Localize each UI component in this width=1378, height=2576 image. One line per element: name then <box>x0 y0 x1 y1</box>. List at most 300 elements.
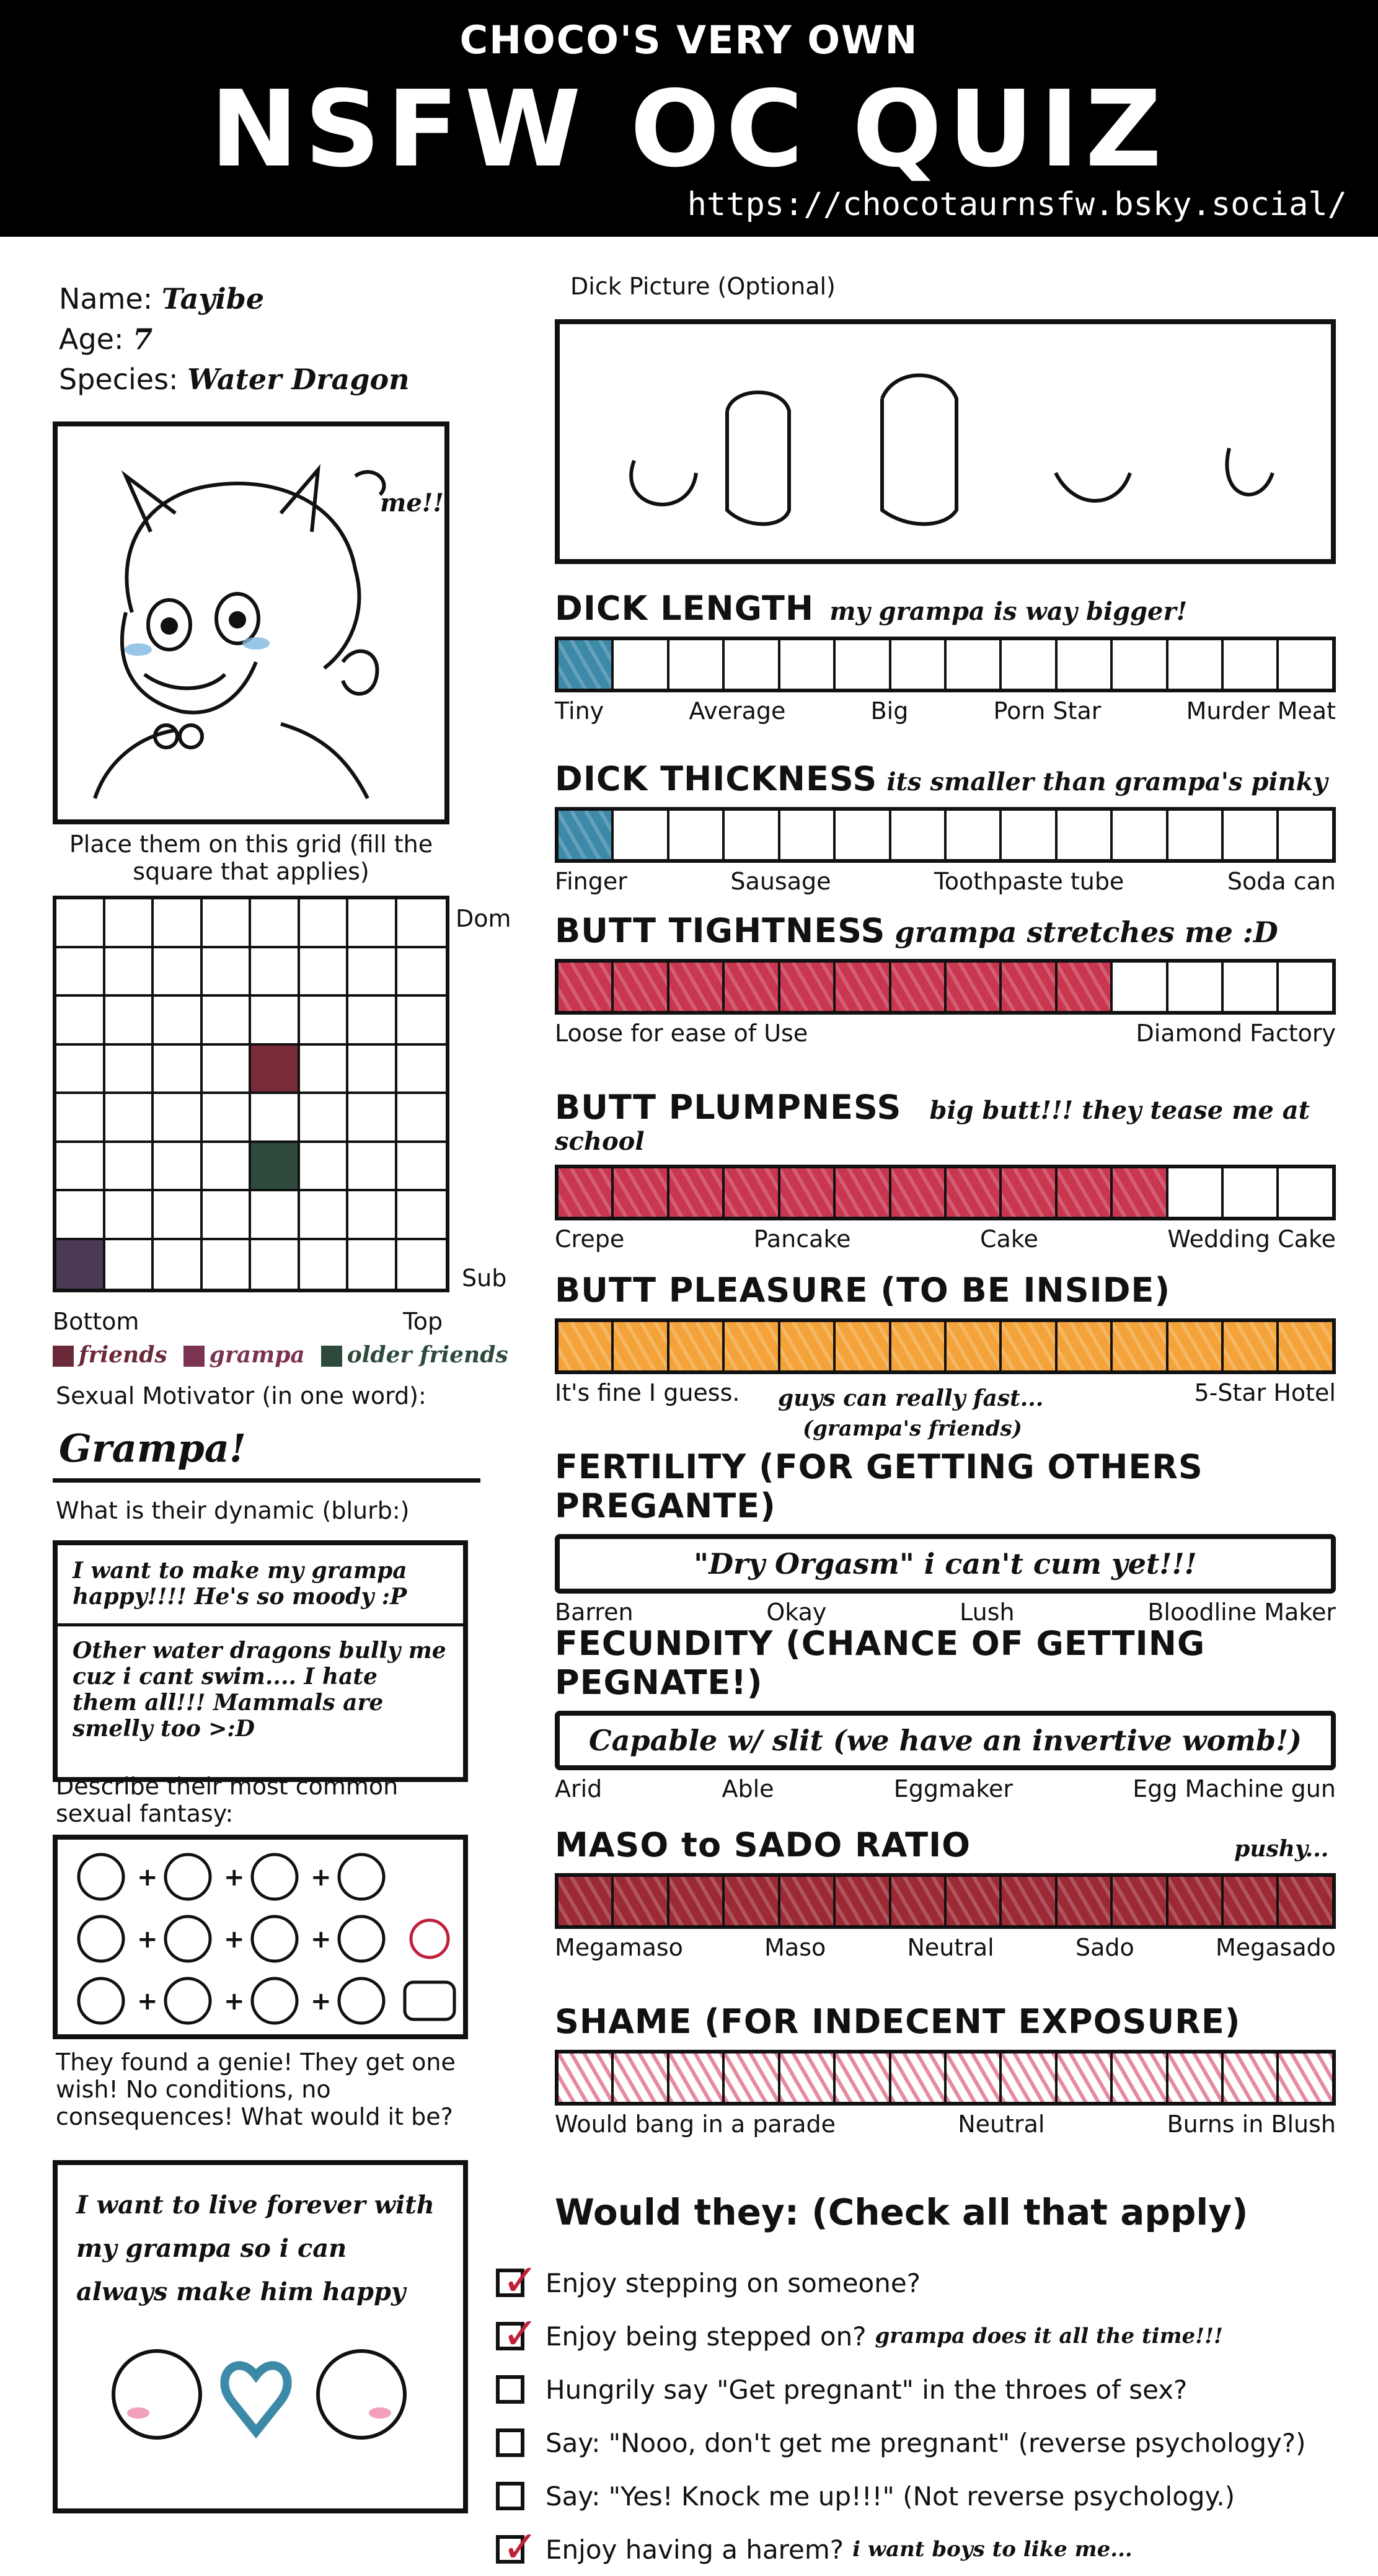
header-subtitle: CHOCO'S VERY OWN <box>459 17 919 63</box>
scale-cell[interactable] <box>1058 2053 1113 2102</box>
fertility-answer: "Dry Orgasm" i can't cum yet!!! <box>694 1547 1197 1581</box>
genie-answer: I want to live forever with my grampa so i can always make him happy <box>76 2190 435 2306</box>
scale-fertility <box>555 1447 1336 1626</box>
checkbox[interactable] <box>496 2521 539 2572</box>
scale-label: 5-Star Hotel <box>1194 1379 1336 1406</box>
fantasy-doodles <box>58 1840 463 2034</box>
grid-square[interactable] <box>203 1094 252 1143</box>
fecundity-answer: Capable w/ slit (we have an invertive womb!) <box>589 1724 1302 1757</box>
scale-cell[interactable] <box>669 640 725 689</box>
checklist-text: Enjoy being stepped on? <box>545 2321 867 2352</box>
grid-square[interactable] <box>105 948 154 997</box>
scale-maso-sado <box>555 1825 1336 1961</box>
svg-text:+: + <box>311 1987 332 2016</box>
check-mark-icon: ✓ <box>502 2255 539 2306</box>
scale-cell[interactable] <box>891 811 947 859</box>
scale-label: Burns in Blush <box>1167 2111 1336 2138</box>
scale-cell[interactable] <box>725 1877 780 1925</box>
dick-length-title: DICK LENGTH <box>555 589 815 628</box>
butt-tightness-labels <box>555 1020 1336 1047</box>
scale-cell[interactable] <box>559 640 614 689</box>
scale-cell[interactable] <box>1224 811 1279 859</box>
scale-cell[interactable] <box>1002 963 1057 1011</box>
scale-cell[interactable] <box>669 963 725 1011</box>
grid-square[interactable] <box>300 1240 349 1289</box>
scale-cell[interactable] <box>947 640 1002 689</box>
grid-bottom-label: Sub <box>462 1264 507 1292</box>
grid-square[interactable] <box>105 1046 154 1095</box>
scale-cell[interactable] <box>1002 811 1057 859</box>
scale-cell[interactable] <box>836 1168 891 1217</box>
scale-label: Megasado <box>1215 1934 1336 1961</box>
checklist-item[interactable] <box>496 2363 1351 2416</box>
scale-cell[interactable] <box>836 2053 891 2102</box>
checkbox[interactable] <box>496 2255 539 2306</box>
fantasy-label: Describe their most common sexual fantasy: <box>56 1773 399 1827</box>
fecundity-answer-box <box>555 1711 1336 1770</box>
fecundity-labels <box>555 1775 1336 1802</box>
scale-label: Barren <box>555 1599 634 1626</box>
scale-label: Soda can <box>1227 868 1336 895</box>
maso-sado-title: MASO to SADO RATIO <box>555 1825 971 1864</box>
fertility-title: FERTILITY (FOR GETTING OTHERS PREGANTE) <box>555 1447 1203 1525</box>
grid-square[interactable] <box>251 1240 300 1289</box>
maso-sado-labels <box>555 1934 1336 1961</box>
grid-square[interactable] <box>300 997 349 1046</box>
scale-label: Big <box>870 697 909 725</box>
scale-cell[interactable] <box>1224 963 1279 1011</box>
name-value: Tayibe <box>161 282 265 315</box>
butt-plumpness-bar[interactable] <box>555 1165 1336 1220</box>
grid-square[interactable] <box>251 997 300 1046</box>
scale-cell[interactable] <box>1002 1168 1057 1217</box>
scale-cell[interactable] <box>614 811 669 859</box>
checklist-note: i want boys to like me... <box>852 2537 1133 2562</box>
grid-left-label: Bottom <box>53 1308 139 1335</box>
scale-cell[interactable] <box>614 1877 669 1925</box>
age-value: 7 <box>133 322 153 356</box>
scale-cell[interactable] <box>669 811 725 859</box>
scale-label: Wedding Cake <box>1167 1225 1336 1253</box>
legend-swatch <box>183 1346 205 1367</box>
scale-cell[interactable] <box>780 2053 836 2102</box>
scale-cell[interactable] <box>1168 640 1224 689</box>
scale-cell[interactable] <box>725 640 780 689</box>
scale-label: Bloodline Maker <box>1147 1599 1336 1626</box>
grid-square[interactable] <box>397 1046 446 1095</box>
checklist-text: Say: "Nooo, don't get me pregnant" (reverse psychology?) <box>545 2427 1306 2458</box>
grid-square[interactable] <box>154 948 203 997</box>
scale-cell[interactable] <box>669 1168 725 1217</box>
grid-square[interactable] <box>348 997 397 1046</box>
scale-cell[interactable] <box>559 1168 614 1217</box>
scale-cell[interactable] <box>559 1877 614 1925</box>
legend-item <box>183 1342 305 1368</box>
butt-tightness-title: BUTT TIGHTNESS <box>555 911 886 950</box>
scale-label: Able <box>722 1775 774 1802</box>
checklist-text: Enjoy having a harem? <box>545 2534 844 2565</box>
portrait-box <box>53 421 449 824</box>
fantasy-box <box>53 1835 468 2039</box>
scale-cell[interactable] <box>614 2053 669 2102</box>
scale-cell[interactable] <box>1002 2053 1057 2102</box>
scale-label: Finger <box>555 868 627 895</box>
scale-cell[interactable] <box>1168 1877 1224 1925</box>
grid-square[interactable] <box>348 1191 397 1240</box>
scale-cell[interactable] <box>669 2053 725 2102</box>
scale-cell[interactable] <box>559 2053 614 2102</box>
checkbox[interactable] <box>496 2428 524 2457</box>
grid-square[interactable] <box>56 1191 105 1240</box>
checklist-note: grampa does it all the time!!! <box>875 2324 1223 2349</box>
grid-square[interactable] <box>203 1046 252 1095</box>
grid-square[interactable] <box>300 1143 349 1192</box>
motivator-underline <box>53 1478 480 1483</box>
name-label: Name: <box>59 282 153 315</box>
legend-item <box>321 1342 508 1368</box>
genie-box <box>53 2160 468 2513</box>
legend-label: friends <box>79 1342 167 1368</box>
grid-square[interactable] <box>56 899 105 948</box>
checkbox[interactable] <box>496 2375 524 2404</box>
grid-square[interactable] <box>300 1191 349 1240</box>
scale-cell[interactable] <box>1279 1168 1332 1217</box>
scale-cell[interactable] <box>1168 811 1224 859</box>
scale-label: Crepe <box>555 1225 625 1253</box>
grid-square[interactable] <box>251 948 300 997</box>
scale-cell[interactable] <box>1113 640 1168 689</box>
legend-label: grampa <box>209 1342 305 1368</box>
motivator-label: Sexual Motivator (in one word): <box>56 1382 426 1409</box>
scale-cell[interactable] <box>1002 1322 1057 1370</box>
scale-label: Murder Meat <box>1186 697 1336 725</box>
scale-label: Maso <box>764 1934 826 1961</box>
checklist-item[interactable] <box>496 2309 1351 2363</box>
dick-length-bar[interactable] <box>555 637 1336 692</box>
grid-square[interactable] <box>203 997 252 1046</box>
dynamic-line2: Other water dragons bully me cuz i cant swim.... I hate them all!!! Mammals are smelly too >:D <box>73 1638 446 1742</box>
grid-square[interactable] <box>348 1240 397 1289</box>
scale-cell[interactable] <box>1279 1322 1332 1370</box>
scale-cell[interactable] <box>1058 1168 1113 1217</box>
scale-cell[interactable] <box>1058 640 1113 689</box>
scale-label: Tiny <box>555 697 604 725</box>
scale-cell[interactable] <box>1224 1877 1279 1925</box>
dick-thickness-title: DICK THICKNESS <box>555 759 878 798</box>
scale-cell[interactable] <box>1279 2053 1332 2102</box>
grid-square[interactable] <box>105 1191 154 1240</box>
dom-sub-grid[interactable] <box>53 896 449 1292</box>
scale-cell[interactable] <box>559 1322 614 1370</box>
maso-sado-bar[interactable] <box>555 1873 1336 1929</box>
header-url[interactable]: https://chocotaurnsfw.bsky.social/ <box>687 186 1347 223</box>
scale-label: Diamond Factory <box>1136 1020 1336 1047</box>
grid-square[interactable] <box>56 1143 105 1192</box>
grid-square[interactable] <box>105 899 154 948</box>
age-row <box>59 322 152 356</box>
scale-cell[interactable] <box>947 811 1002 859</box>
fecundity-title: FECUNDITY (CHANCE OF GETTING PEGNATE!) <box>555 1624 1206 1702</box>
grid-square[interactable] <box>397 997 446 1046</box>
scale-cell[interactable] <box>1168 2053 1224 2102</box>
scale-butt-tightness <box>555 911 1336 1047</box>
dick-length-labels <box>555 697 1336 725</box>
scale-cell[interactable] <box>891 1322 947 1370</box>
scale-label: Porn Star <box>993 697 1102 725</box>
scale-cell[interactable] <box>669 1877 725 1925</box>
dick-thickness-labels <box>555 868 1336 895</box>
grid-square[interactable] <box>397 1143 446 1192</box>
dynamic-divider <box>58 1623 463 1626</box>
scale-dick-length <box>555 589 1336 725</box>
grid-square[interactable] <box>300 948 349 997</box>
scale-cell[interactable] <box>725 811 780 859</box>
grid-square[interactable] <box>203 899 252 948</box>
legend-item <box>53 1342 167 1368</box>
scale-label: Egg Machine gun <box>1133 1775 1336 1802</box>
butt-tightness-bar[interactable] <box>555 959 1336 1015</box>
scale-cell[interactable] <box>780 1168 836 1217</box>
scale-cell[interactable] <box>947 963 1002 1011</box>
svg-text:+: + <box>137 1987 158 2016</box>
fertility-labels <box>555 1599 1336 1626</box>
scale-cell[interactable] <box>1113 1877 1168 1925</box>
scale-cell[interactable] <box>780 1322 836 1370</box>
scale-cell[interactable] <box>725 1322 780 1370</box>
scale-cell[interactable] <box>1279 640 1332 689</box>
butt-plumpness-title: BUTT PLUMPNESS <box>555 1088 902 1127</box>
checklist-item[interactable] <box>496 2416 1351 2469</box>
scale-label: Average <box>689 697 786 725</box>
grid-square[interactable] <box>105 1240 154 1289</box>
scale-cell[interactable] <box>669 1322 725 1370</box>
grid-square[interactable] <box>154 1094 203 1143</box>
grid-square[interactable] <box>251 899 300 948</box>
grid-square[interactable] <box>154 1240 203 1289</box>
scale-label: Loose for ease of Use <box>555 1020 808 1047</box>
shame-title: SHAME (FOR INDECENT EXPOSURE) <box>555 2002 1241 2041</box>
scale-cell[interactable] <box>836 1322 891 1370</box>
scale-cell[interactable] <box>1279 811 1332 859</box>
scale-cell[interactable] <box>559 963 614 1011</box>
scale-cell[interactable] <box>780 640 836 689</box>
grid-square[interactable] <box>397 1191 446 1240</box>
checklist-item[interactable] <box>496 2256 1351 2309</box>
header-title: NSFW OC QUIZ <box>210 68 1168 191</box>
scale-cell[interactable] <box>1113 2053 1168 2102</box>
scale-cell[interactable] <box>1224 1168 1279 1217</box>
scale-shame <box>555 2002 1336 2138</box>
grid-square[interactable] <box>397 1094 446 1143</box>
dick-picture-label: Dick Picture (Optional) <box>570 273 836 300</box>
scale-cell[interactable] <box>947 1168 1002 1217</box>
grid-square[interactable] <box>56 1240 105 1289</box>
scale-label: Arid <box>555 1775 603 1802</box>
dynamic-box <box>53 1540 468 1782</box>
scale-cell[interactable] <box>725 1168 780 1217</box>
scale-cell[interactable] <box>1058 811 1113 859</box>
svg-text:+: + <box>311 1925 332 1954</box>
grid-square[interactable] <box>154 1143 203 1192</box>
scale-butt-plumpness <box>555 1088 1336 1253</box>
scale-cell[interactable] <box>891 2053 947 2102</box>
grid-square[interactable] <box>348 948 397 997</box>
scale-label: Cake <box>979 1225 1038 1253</box>
butt-pleasure-bar[interactable] <box>555 1318 1336 1374</box>
grid-square[interactable] <box>203 1240 252 1289</box>
shame-labels <box>555 2111 1336 2138</box>
scale-cell[interactable] <box>1058 963 1113 1011</box>
grid-square[interactable] <box>105 997 154 1046</box>
age-label: Age: <box>59 322 124 356</box>
grid-square[interactable] <box>300 1094 349 1143</box>
grid-square[interactable] <box>203 1191 252 1240</box>
svg-text:+: + <box>137 1863 158 1892</box>
grid-square[interactable] <box>56 948 105 997</box>
scale-cell[interactable] <box>1279 963 1332 1011</box>
grid-square[interactable] <box>397 948 446 997</box>
scale-cell[interactable] <box>1002 1877 1057 1925</box>
grid-square[interactable] <box>56 1094 105 1143</box>
scale-cell[interactable] <box>1224 2053 1279 2102</box>
scale-cell[interactable] <box>1279 1877 1332 1925</box>
scale-cell[interactable] <box>614 963 669 1011</box>
scale-label: Pancake <box>753 1225 851 1253</box>
dynamic-label: What is their dynamic (blurb:) <box>56 1497 410 1524</box>
grid-square[interactable] <box>56 1046 105 1095</box>
scale-label: Eggmaker <box>893 1775 1013 1802</box>
checkbox[interactable] <box>496 2308 539 2359</box>
dynamic-line1: I want to make my grampa happy!!!! He's so moody :P <box>73 1558 407 1610</box>
grid-square[interactable] <box>154 1191 203 1240</box>
grid-square[interactable] <box>348 1094 397 1143</box>
scale-cell[interactable] <box>1168 963 1224 1011</box>
checklist-text: Say: "Yes! Knock me up!!!" (Not reverse psychology.) <box>545 2481 1235 2512</box>
legend-swatch <box>53 1346 74 1367</box>
shame-bar[interactable] <box>555 2050 1336 2106</box>
scale-cell[interactable] <box>1168 1168 1224 1217</box>
species-label: Species: <box>59 363 179 396</box>
grid-square[interactable] <box>203 948 252 997</box>
scale-cell[interactable] <box>836 811 891 859</box>
scale-cell[interactable] <box>614 1322 669 1370</box>
scale-cell[interactable] <box>614 1168 669 1217</box>
grid-square[interactable] <box>397 1240 446 1289</box>
scale-label: Sado <box>1075 1934 1134 1961</box>
character-portrait <box>58 426 444 819</box>
grid-square[interactable] <box>154 1046 203 1095</box>
grid-square[interactable] <box>105 1143 154 1192</box>
scale-dick-thickness <box>555 759 1336 895</box>
name-row <box>59 282 264 315</box>
checklist-text: Enjoy stepping on someone? <box>545 2267 921 2298</box>
checklist-item[interactable] <box>496 2523 1351 2576</box>
scale-cell[interactable] <box>891 640 947 689</box>
svg-text:+: + <box>311 1863 332 1892</box>
legend-label: older friends <box>347 1342 508 1368</box>
grid-square[interactable] <box>397 899 446 948</box>
scale-label: Lush <box>960 1599 1015 1626</box>
svg-text:+: + <box>137 1925 158 1954</box>
scale-label: Would bang in a parade <box>555 2111 836 2138</box>
legend-swatch <box>321 1346 342 1367</box>
grid-square[interactable] <box>348 1143 397 1192</box>
scale-cell[interactable] <box>780 811 836 859</box>
scale-cell[interactable] <box>614 640 669 689</box>
scale-cell[interactable] <box>1224 640 1279 689</box>
grid-square[interactable] <box>105 1094 154 1143</box>
scale-cell[interactable] <box>725 2053 780 2102</box>
scale-cell[interactable] <box>891 1168 947 1217</box>
grid-square[interactable] <box>154 899 203 948</box>
grid-square[interactable] <box>203 1143 252 1192</box>
butt-pleasure-title: BUTT PLEASURE (TO BE INSIDE) <box>555 1271 1171 1310</box>
grid-square[interactable] <box>348 1046 397 1095</box>
scale-cell[interactable] <box>947 1877 1002 1925</box>
scale-cell[interactable] <box>947 2053 1002 2102</box>
scale-cell[interactable] <box>947 1322 1002 1370</box>
scale-cell[interactable] <box>891 1877 947 1925</box>
scale-label: Neutral <box>907 1934 994 1961</box>
grid-square[interactable] <box>251 1191 300 1240</box>
svg-text:+: + <box>224 1863 245 1892</box>
scale-cell[interactable] <box>891 963 947 1011</box>
fertility-answer-box <box>555 1534 1336 1594</box>
grid-square[interactable] <box>56 997 105 1046</box>
scale-cell[interactable] <box>836 1877 891 1925</box>
dick-thickness-bar[interactable] <box>555 807 1336 863</box>
scale-cell[interactable] <box>1224 1322 1279 1370</box>
scale-cell[interactable] <box>780 963 836 1011</box>
grid-square[interactable] <box>300 1046 349 1095</box>
checklist-text: Hungrily say "Get pregnant" in the throes of sex? <box>545 2374 1188 2405</box>
scale-cell[interactable] <box>559 811 614 859</box>
butt-pleasure-note: guys can really fast... <box>778 1385 1044 1411</box>
checklist-item[interactable] <box>496 2469 1351 2523</box>
scale-cell[interactable] <box>1113 963 1168 1011</box>
grid-square[interactable] <box>154 997 203 1046</box>
grid-square[interactable] <box>251 1046 300 1095</box>
checkbox[interactable] <box>496 2482 524 2510</box>
scale-cell[interactable] <box>1058 1322 1113 1370</box>
scale-label: It's fine I guess. <box>555 1379 740 1406</box>
species-value: Water Dragon <box>187 363 410 396</box>
scale-cell[interactable] <box>836 640 891 689</box>
grid-square[interactable] <box>348 899 397 948</box>
scale-cell[interactable] <box>780 1877 836 1925</box>
dick-length-note: my grampa is way bigger! <box>829 597 1188 626</box>
scale-cell[interactable] <box>1002 640 1057 689</box>
scale-cell[interactable] <box>1058 1877 1113 1925</box>
scale-cell[interactable] <box>1113 811 1168 859</box>
scale-cell[interactable] <box>836 963 891 1011</box>
grid-square[interactable] <box>300 899 349 948</box>
grid-square[interactable] <box>251 1094 300 1143</box>
svg-text:+: + <box>224 1925 245 1954</box>
grid-legend <box>53 1342 508 1368</box>
dick-picture-box <box>555 319 1336 564</box>
genie-doodle <box>76 2326 448 2469</box>
scale-butt-pleasure <box>555 1271 1336 1441</box>
genie-label: They found a genie! They get one wish! No conditions, no consequences! What would it be? <box>56 2049 456 2130</box>
scale-cell[interactable] <box>1113 1322 1168 1370</box>
scale-cell[interactable] <box>725 963 780 1011</box>
grid-square[interactable] <box>251 1143 300 1192</box>
grid-right-label: Top <box>403 1308 443 1335</box>
scale-cell[interactable] <box>1168 1322 1224 1370</box>
scale-cell[interactable] <box>1113 1168 1168 1217</box>
scale-label: Megamaso <box>555 1934 683 1961</box>
